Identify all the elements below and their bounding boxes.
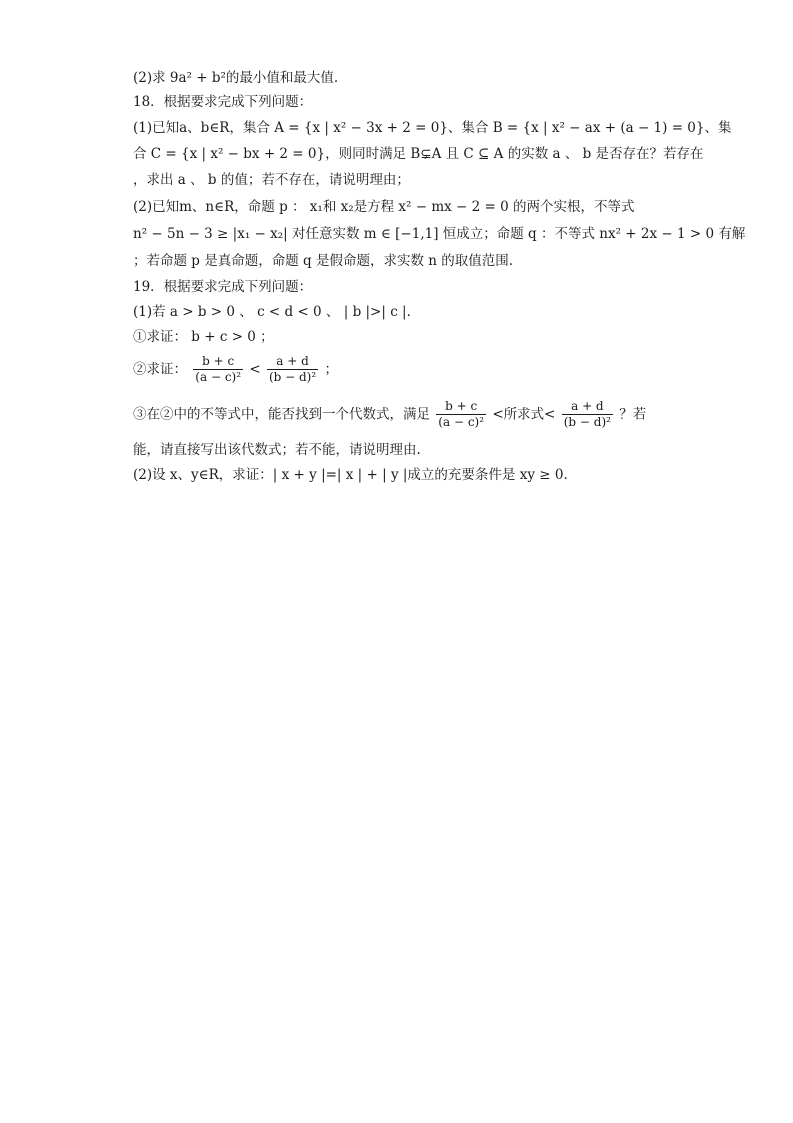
q18-part1-line1: (1)已知a、b∈R，集合 A = {x | x² − 3x + 2 = 0}、集合 B = {x | x² − ax + (a − 1) = 0}、集	[133, 120, 732, 136]
fraction-b-plus-c	[436, 399, 486, 430]
q18-part1-line2: 合 C = {x | x² − bx + 2 = 0}，则同时满足 B⊊A 且 C ⊆ A 的实数 a 、 b 是否存在？若存在	[133, 146, 704, 162]
q19-part2: (2)设 x、y∈R，求证：| x + y |=| x | + | y |成立的充要条件是 xy ≥ 0.	[133, 467, 568, 483]
fraction-b-plus-c	[193, 354, 243, 385]
q19-item3-prefix: ③在②中的不等式中，能否找到一个代数式，满足	[133, 406, 430, 423]
fraction-a-plus-d	[267, 354, 318, 385]
q18-part2-line3: ；若命题 p 是真命题，命题 q 是假命题，求实数 n 的取值范围.	[133, 253, 514, 269]
q19-item3-continuation: 能，请直接写出该代数式；若不能，请说明理由.	[133, 442, 421, 458]
q19-item1: ①求证： b + c > 0 ；	[133, 329, 274, 345]
q18-heading: 18．根据要求完成下列问题：	[133, 94, 313, 110]
fraction-numerator: a + d	[267, 354, 318, 370]
q19-item3-suffix: ？若	[619, 406, 647, 423]
q19-part1-condition: (1)若 a > b > 0 、 c < d < 0 、 | b |>| c |.	[133, 304, 411, 320]
q19-item3	[133, 397, 646, 432]
fraction-denominator: (a − c)²	[438, 415, 485, 429]
q17-part2-text: (2)求 9a² + b²的最小值和最大值.	[133, 70, 339, 86]
fraction-numerator: b + c	[193, 354, 243, 370]
q19-item2-suffix: ；	[324, 361, 338, 378]
q18-part2-line2: n² − 5n − 3 ≥ |x₁ − x₂| 对任意实数 m ∈ [−1,1] 恒成立；命题 q ：不等式 nx² + 2x − 1 > 0 有解	[133, 226, 746, 242]
fraction-numerator: a + d	[562, 399, 613, 415]
q19-item2	[133, 352, 338, 387]
q19-item2-prefix: ②求证：	[133, 361, 187, 378]
fraction-a-plus-d	[562, 399, 613, 430]
q18-part1-line3: ，求出 a 、 b 的值；若不存在，请说明理由；	[133, 172, 410, 188]
fraction-numerator: b + c	[436, 399, 486, 415]
q19-heading: 19．根据要求完成下列问题：	[133, 279, 313, 295]
fraction-denominator: (b − d)²	[563, 415, 611, 429]
fraction-denominator: (b − d)²	[268, 370, 317, 384]
q19-item3-middle: <所求式<	[492, 406, 556, 423]
q18-part2-line1: (2)已知m、n∈R，命题 p ： x₁和 x₂是方程 x² − mx − 2 = 0 的两个实根，不等式	[133, 199, 635, 215]
less-than-sign: <	[249, 361, 261, 378]
fraction-denominator: (a − c)²	[195, 370, 242, 384]
